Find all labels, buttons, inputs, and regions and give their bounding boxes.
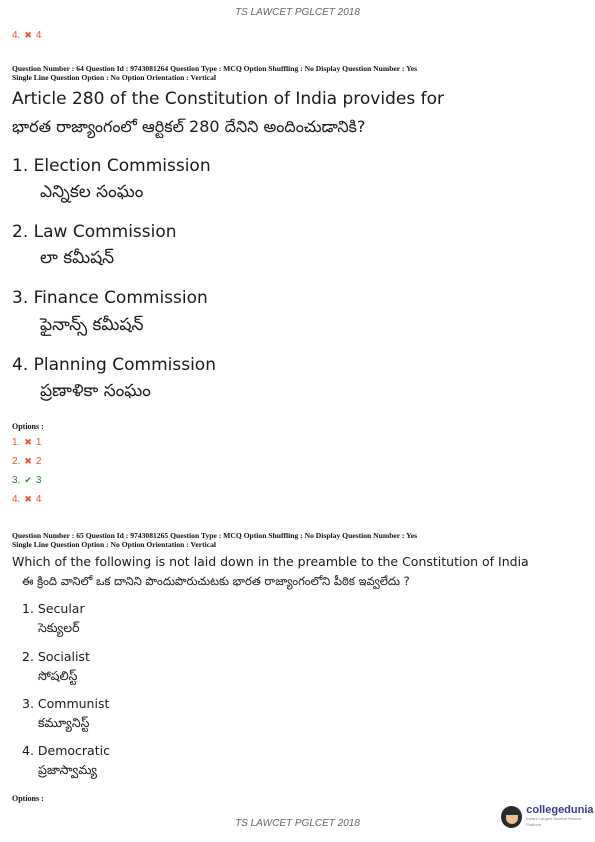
cross-icon: ✖ — [24, 437, 32, 447]
page-header: TS LAWCET PGLCET 2018 — [235, 7, 360, 18]
logo-tagline: India's Largest Student Review Platform — [526, 816, 582, 827]
q65-option-4: 4. Democratic — [22, 743, 110, 758]
q65-option-1: 1. Secular — [22, 601, 85, 616]
answer-num: 3. — [12, 475, 21, 486]
q64-meta-line2: Single Line Question Option : No Option Orientation : Vertical — [12, 73, 216, 82]
q64-text-te: భారత రాజ్యాంగంలో ఆర్టికల్ 280 దేనిని అందించుడానికి? — [12, 117, 366, 136]
q64-option-4: 4. Planning Commission — [12, 355, 216, 375]
q65-meta-line2: Single Line Question Option : No Option Orientation : Vertical — [12, 540, 216, 549]
q64-answer-3-correct — [12, 475, 41, 486]
q65-option-4-te: ప్రజాస్వామ్య — [38, 762, 98, 777]
answer-val: 3 — [35, 475, 42, 486]
answer-val: 1 — [35, 437, 42, 448]
q65-option-3: 3. Communist — [22, 696, 110, 711]
q65-option-2: 2. Socialist — [22, 649, 90, 664]
q65-meta — [12, 531, 587, 549]
cross-icon: ✖ — [24, 30, 32, 40]
answer-val: 4 — [35, 494, 42, 505]
q64-text-en: Article 280 of the Constitution of India provides for — [12, 89, 444, 109]
q65-text-en: Which of the following is not laid down in the preamble to the Constitution of India — [12, 554, 529, 569]
q64-answer-2 — [12, 456, 41, 467]
q64-options-label: Options : — [12, 422, 44, 431]
prev-answer-num: 4. — [12, 30, 21, 41]
answer-num: 2. — [12, 456, 21, 467]
answer-val: 2 — [35, 456, 42, 467]
q64-option-2-te: లా కమీషన్ — [40, 248, 115, 268]
logo-name: collegedunia — [526, 804, 594, 816]
cross-icon: ✖ — [24, 494, 32, 504]
prev-answer-val: 4 — [35, 30, 42, 41]
q64-option-4-te: ప్రణాళికా సంఘం — [40, 381, 151, 401]
collegedunia-logo — [501, 805, 595, 828]
q65-option-2-te: సోషలిస్ట్ — [38, 668, 78, 683]
q65-meta-line1: Question Number : 65 Question Id : 9743081265 Question Type : MCQ Option Shuffling : No Display Question Number : Yes — [12, 531, 418, 540]
q64-meta — [12, 64, 587, 82]
q65-option-3-te: కమ్యూనిస్ట్ — [38, 715, 90, 730]
q64-answer-4 — [12, 494, 41, 505]
answer-num: 4. — [12, 494, 21, 505]
cross-icon: ✖ — [24, 456, 32, 466]
q64-option-3: 3. Finance Commission — [12, 288, 208, 308]
answer-num: 1. — [12, 437, 21, 448]
q64-answer-1 — [12, 437, 41, 448]
page-footer: TS LAWCET PGLCET 2018 — [235, 818, 360, 829]
check-icon: ✔ — [24, 475, 32, 485]
q65-text-te: ఈ క్రింది వానిలో ఒక దానిని పొందుపొరుచుటకు భారత రాజ్యాంగంలోని పీఠిక ఇవ్వలేదు ? — [22, 574, 410, 588]
q65-option-1-te: సెక్యులర్ — [38, 620, 80, 635]
q64-option-1: 1. Election Commission — [12, 156, 211, 176]
q64-option-3-te: ఫైనాన్స్ కమీషన్ — [40, 315, 144, 335]
q65-options-label: Options : — [12, 794, 44, 803]
q64-meta-line1: Question Number : 64 Question Id : 9743081264 Question Type : MCQ Option Shuffling : No Display Question Number : Yes — [12, 64, 418, 73]
q64-option-1-te: ఎన్నికల సంఘం — [40, 182, 144, 202]
previous-answer — [12, 30, 41, 41]
q64-option-2: 2. Law Commission — [12, 222, 177, 242]
mascot-icon — [501, 806, 522, 828]
